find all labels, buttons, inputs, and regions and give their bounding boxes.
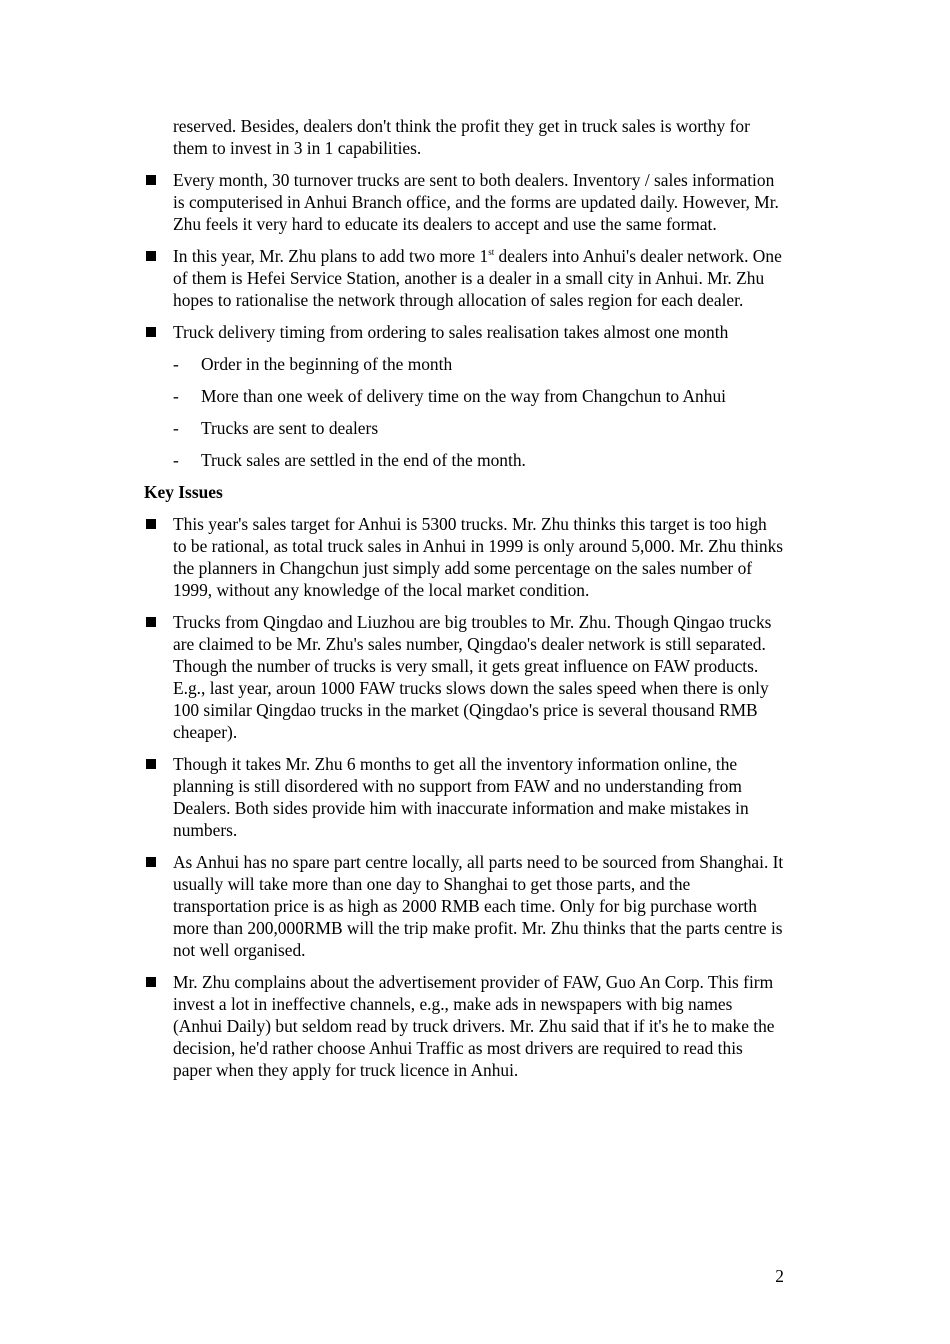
page-number: 2 [775,1266,784,1286]
square-bullet-icon [146,519,156,529]
square-bullet-icon [146,617,156,627]
dash-item-text: Order in the beginning of the month [201,354,453,374]
dash-bullet-icon: - [173,354,179,374]
bullet-text-part2: dealers into Anhui's dealer network. One of them is Hefei Service Station, another is a dealer in a small city in Anhui. Mr. Zhu hopes to rationalise the network through allocation of sales region for each dealer. [173,246,782,310]
dash-item-text: Truck sales are settled in the end of the month. [201,450,526,470]
dash-bullet-icon: - [173,450,179,470]
bullet-text: Truck delivery timing from ordering to sales realisation takes almost one month [173,322,729,342]
key-issue-sales-target [144,513,784,601]
dash-item-delivery [144,385,784,407]
key-issue-spare-parts [144,851,784,961]
bullet-text: This year's sales target for Anhui is 5300 trucks. Mr. Zhu thinks this target is too high to be rational, as total truck sales in Anhui in 1999 is only around 5,000. Mr. Zhu thinks the planners in Changchun just simply add some percentage on the sales number of 1999, without any knowledge of the local market condition. [173,514,784,600]
bullet-text: As Anhui has no spare part centre locally, all parts need to be sourced from Shanghai. It usually will take more than one day to Shanghai to get those parts, and the transportation price is as high as 2000 RMB each time. Only for big purchase worth more than 200,000RMB will the trip make profit. Mr. Zhu thinks that the parts centre is not well organised. [173,852,784,960]
bullet-text: Mr. Zhu complains about the advertisement provider of FAW, Guo An Corp. This firm invest a lot in ineffective channels, e.g., make ads in newspapers with big names (Anhui Daily) but seldom read by truck drivers. Mr. Zhu said that if it's he to make the decision, he'd rather choose Anhui Traffic as most drivers are required to read this paper when they apply for truck licence in Anhui. [173,972,775,1080]
bullet-item-new-dealers [144,245,784,311]
dash-bullet-icon: - [173,418,179,438]
square-bullet-icon [146,857,156,867]
key-issue-advertisement [144,971,784,1081]
dash-item-settled [144,449,784,471]
square-bullet-icon [146,327,156,337]
page-content [144,115,784,1091]
dash-item-order [144,353,784,375]
square-bullet-icon [146,175,156,185]
square-bullet-icon [146,759,156,769]
bullet-text: Every month, 30 turnover trucks are sent to both dealers. Inventory / sales information is computerised in Anhui Branch office, and the forms are updated daily. However, Mr. Zhu feels it very hard to educate its dealers to accept and use the same format. [173,170,779,234]
dash-bullet-icon: - [173,386,179,406]
dash-item-text: Trucks are sent to dealers [201,418,379,438]
ordinal-superscript: st [488,247,495,257]
bullet-text: Though it takes Mr. Zhu 6 months to get all the inventory information online, the planning is still disordered with no support from FAW and no understanding from Dealers. Both sides provide him with inaccurate information and make mistakes in numbers. [173,754,749,840]
continued-paragraph: reserved. Besides, dealers don't think the profit they get in truck sales is worthy for them to invest in 3 in 1 capabilities. [173,116,750,158]
section-heading-key-issues: Key Issues [144,482,223,502]
bullet-text: Trucks from Qingdao and Liuzhou are big troubles to Mr. Zhu. Though Qingao trucks are claimed to be Mr. Zhu's sales number, Qingdao's dealer network is still separated. Though the number of trucks is very small, it gets great influence on FAW products. E.g., last year, aroun 1000 FAW trucks slows down the sales speed when there is only 100 similar Qingdao trucks in the market (Qingdao's price is several thousand RMB cheaper). [173,612,772,742]
square-bullet-icon [146,977,156,987]
bullet-text-part1: In this year, Mr. Zhu plans to add two more 1 [173,246,489,266]
key-issue-inventory-planning [144,753,784,841]
dash-item-sent [144,417,784,439]
key-issue-qingdao-liuzhou [144,611,784,743]
square-bullet-icon [146,251,156,261]
bullet-item-turnover-trucks [144,169,784,235]
dash-item-text: More than one week of delivery time on the way from Changchun to Anhui [201,386,726,406]
bullet-item-delivery-timing [144,321,784,343]
